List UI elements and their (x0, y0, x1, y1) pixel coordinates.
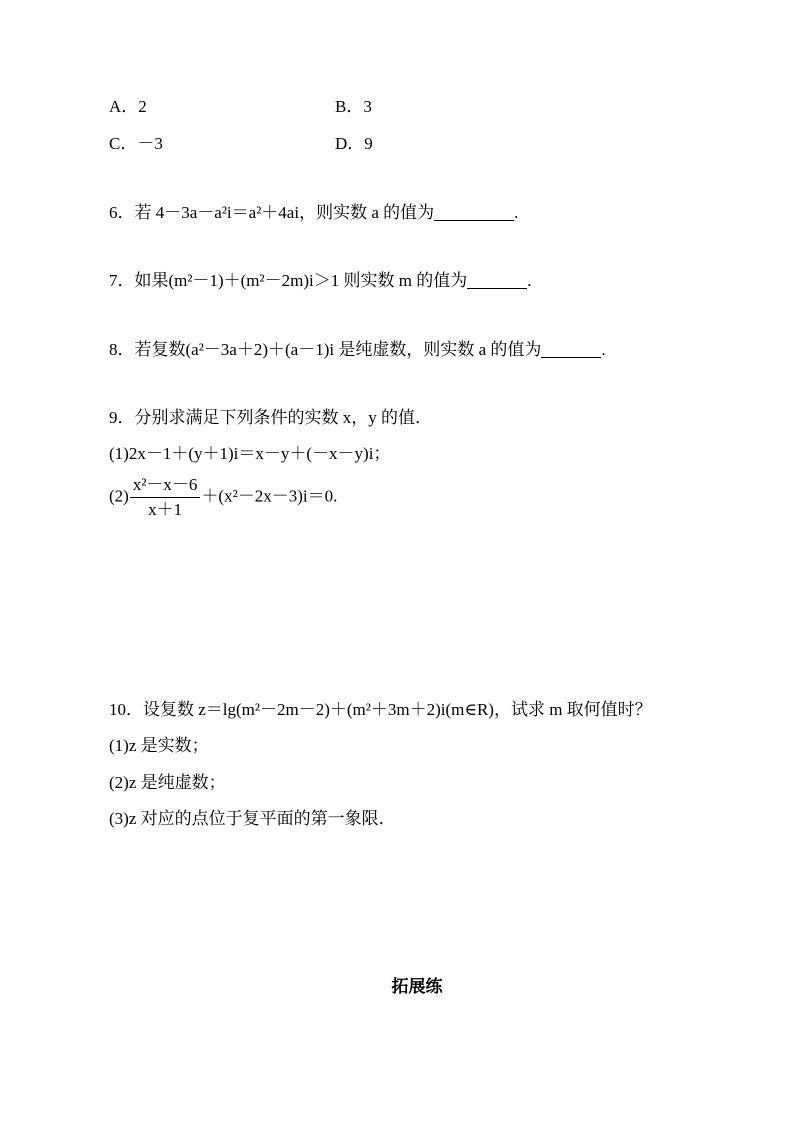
answer-blank-7 (467, 272, 527, 289)
question-9-stem: 9．分别求满足下列条件的实数 x，y 的值． (109, 408, 432, 427)
choice-d: D．9 (335, 134, 373, 153)
question-9-part-2 (109, 476, 337, 519)
question-7-text: 如果(m²－1)＋(m²－2m)i＞1 则实数 m 的值为 (134, 271, 468, 290)
question-7-end: . (527, 271, 532, 290)
question-9-part-2-prefix: (2) (109, 486, 129, 506)
answer-blank-8 (541, 341, 601, 358)
choice-a: A．2 (109, 97, 147, 116)
question-10-part-3: (3)z 对应的点位于复平面的第一象限． (109, 809, 396, 828)
question-7-number: 7． (109, 271, 135, 290)
question-10-part-1: (1)z 是实数； (109, 736, 209, 755)
question-8-end: . (601, 340, 606, 359)
answer-blank-6 (434, 204, 514, 221)
question-10-stem: 10．设复数 z＝lg(m²－2m－2)＋(m²＋3m＋2)i(m∈R)，试求 m 取何值时？ (109, 700, 652, 719)
question-10-part-2: (2)z 是纯虚数； (109, 773, 226, 792)
question-6 (109, 202, 518, 224)
fraction (130, 476, 201, 519)
question-6-text: 若 4－3a－a²i＝a²＋4ai，则实数 a 的值为 (134, 203, 435, 222)
fraction-numerator: x²－x－6 (130, 476, 201, 498)
question-8-number: 8． (109, 340, 135, 359)
section-title: 拓展练 (391, 977, 443, 996)
question-7 (109, 270, 531, 292)
fraction-denominator: x＋1 (148, 500, 183, 519)
question-6-number: 6． (109, 203, 135, 222)
question-6-end: . (514, 203, 519, 222)
choice-c: C．－3 (109, 134, 163, 153)
question-8-text: 若复数(a²－3a＋2)＋(a－1)i 是纯虚数，则实数 a 的值为 (134, 340, 542, 359)
question-9-part-1: (1)2x－1＋(y＋1)i＝x－y＋(－x－y)i； (109, 444, 391, 463)
question-8 (109, 339, 606, 361)
choice-b: B．3 (335, 97, 372, 116)
question-9-part-2-suffix: ＋(x²－2x－3)i＝0. (201, 486, 338, 506)
